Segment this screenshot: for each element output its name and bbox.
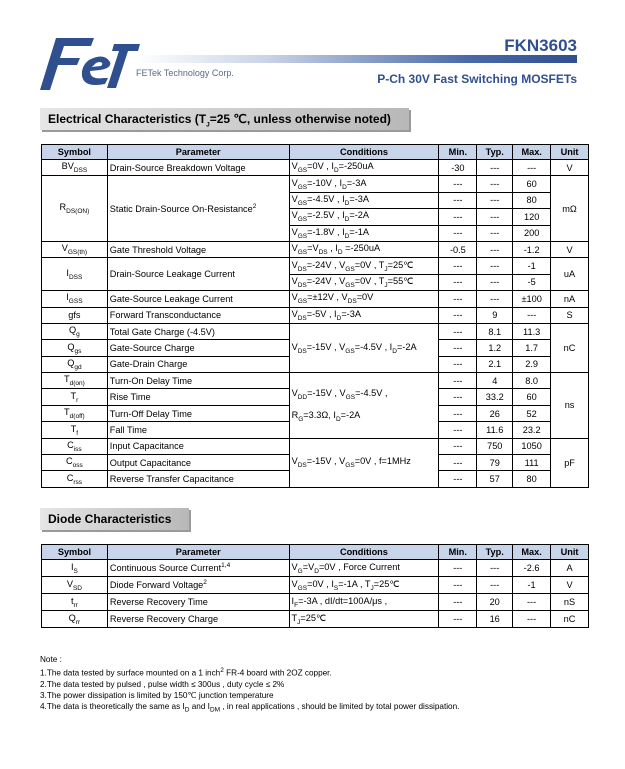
parameter-cell: Fall Time xyxy=(107,422,289,438)
min-cell: --- xyxy=(439,560,477,577)
min-cell: --- xyxy=(439,307,477,323)
symbol-cell: $I_S$ xyxy=(42,560,108,577)
parameter-cell: Reverse Recovery Charge xyxy=(107,611,289,628)
conditions-cell: $V_{DS}=-15V$ , $V_{GS}=-4.5V$ , $I_D=-2A$ xyxy=(289,323,439,372)
electrical-section-title: Electrical Characteristics ($T_J=25$ ℃, unless otherwise noted) xyxy=(40,108,409,130)
parameter-cell: Gate Threshold Voltage xyxy=(107,241,289,257)
max-cell: --- xyxy=(513,594,551,611)
parameter-cell: Turn-On Delay Time xyxy=(107,373,289,389)
symbol-cell: $T_r$ xyxy=(42,389,108,405)
table-row xyxy=(42,438,589,454)
max-cell: 60 xyxy=(513,176,551,192)
conditions-cell: $V_{GS}=0V$ , $I_D=-250uA$ xyxy=(289,160,439,176)
header-max: Max. xyxy=(513,145,551,160)
unit-cell: V xyxy=(551,241,589,257)
symbol-cell: $R_{DS(ON)}$ xyxy=(42,176,108,242)
max-cell: -2.6 xyxy=(513,560,551,577)
typ-cell: --- xyxy=(477,176,513,192)
symbol-cell: $C_{rss}$ xyxy=(42,471,108,487)
unit-cell: nC xyxy=(551,611,589,628)
header-symbol: Symbol xyxy=(42,545,108,560)
min-cell: --- xyxy=(439,258,477,274)
table-header-row xyxy=(42,545,589,560)
header-conditions: Conditions xyxy=(289,145,439,160)
notes xyxy=(40,654,459,715)
typ-cell: 8.1 xyxy=(477,323,513,339)
symbol-cell: $BV_{DSS}$ xyxy=(42,160,108,176)
typ-cell: 79 xyxy=(477,455,513,471)
parameter-cell: Static Drain-Source On-Resistance$^2$ xyxy=(107,176,289,242)
max-cell: 120 xyxy=(513,209,551,225)
header-parameter: Parameter xyxy=(107,545,289,560)
min-cell: --- xyxy=(439,422,477,438)
typ-cell: 2.1 xyxy=(477,356,513,372)
unit-cell: V xyxy=(551,577,589,594)
min-cell: --- xyxy=(439,405,477,421)
symbol-cell: $t_{rr}$ xyxy=(42,594,108,611)
min-cell: --- xyxy=(439,291,477,307)
header-unit: Unit xyxy=(551,545,589,560)
note-4: 4.The data is theoretically the same as $I_D$ and $I_{DM}$ , in real applications , should be limited by total power dissipation. xyxy=(40,701,460,714)
conditions-cell: $V_{DS}=-15V$ , $V_{GS}=0V$ , f=1MHz xyxy=(289,438,439,487)
parameter-cell: Rise Time xyxy=(107,389,289,405)
max-cell: 2.9 xyxy=(513,356,551,372)
typ-cell: --- xyxy=(477,225,513,241)
diode-section-title: Diode Characteristics xyxy=(40,508,189,530)
max-cell: --- xyxy=(513,160,551,176)
min-cell: --- xyxy=(439,274,477,290)
unit-cell: mΩ xyxy=(551,176,589,242)
parameter-cell: Gate-Source Leakage Current xyxy=(107,291,289,307)
conditions-cell: $V_{GS}=-1.8V$ , $I_D=-1A$ xyxy=(289,225,439,241)
max-cell: --- xyxy=(513,307,551,323)
symbol-cell: $V_{SD}$ xyxy=(42,577,108,594)
max-cell: 200 xyxy=(513,225,551,241)
table-row xyxy=(42,160,589,176)
diode-table xyxy=(41,544,589,628)
unit-cell: S xyxy=(551,307,589,323)
parameter-cell: Forward Transconductance xyxy=(107,307,289,323)
electrical-table xyxy=(41,144,589,488)
company-name: FETek Technology Corp. xyxy=(136,68,234,78)
typ-cell: 9 xyxy=(477,307,513,323)
table-row xyxy=(42,291,589,307)
max-cell: --- xyxy=(513,611,551,628)
header-typ: Typ. xyxy=(477,545,513,560)
table-row xyxy=(42,323,589,339)
max-cell: -1 xyxy=(513,577,551,594)
symbol-cell: $Q_{gs}$ xyxy=(42,340,108,356)
table-row xyxy=(42,611,589,628)
notes-title: Note : xyxy=(40,655,62,664)
unit-cell: uA xyxy=(551,258,589,291)
symbol-cell: $Q_{rr}$ xyxy=(42,611,108,628)
min-cell: --- xyxy=(439,225,477,241)
parameter-cell: Output Capacitance xyxy=(107,455,289,471)
typ-cell: 1.2 xyxy=(477,340,513,356)
symbol-cell: gfs xyxy=(42,307,108,323)
note-1: 1.The data tested by surface mounted on a 1 inch$^2$ FR-4 board with 2OZ copper. xyxy=(40,667,332,678)
typ-cell: 26 xyxy=(477,405,513,421)
symbol-cell: $I_{DSS}$ xyxy=(42,258,108,291)
conditions-cell: $V_{GS}=-10V$ , $I_D=-3A$ xyxy=(289,176,439,192)
table-row xyxy=(42,594,589,611)
typ-cell: --- xyxy=(477,160,513,176)
product-subtitle: P-Ch 30V Fast Switching MOSFETs xyxy=(377,72,577,86)
conditions-cell: $T_J=25℃$ xyxy=(289,611,439,628)
max-cell: 80 xyxy=(513,192,551,208)
header-typ: Typ. xyxy=(477,145,513,160)
typ-cell: 4 xyxy=(477,373,513,389)
unit-cell: A xyxy=(551,560,589,577)
max-cell: ±100 xyxy=(513,291,551,307)
max-cell: 80 xyxy=(513,471,551,487)
min-cell: --- xyxy=(439,594,477,611)
max-cell: 1.7 xyxy=(513,340,551,356)
table-row xyxy=(42,307,589,323)
max-cell: 60 xyxy=(513,389,551,405)
unit-cell: pF xyxy=(551,438,589,487)
min-cell: --- xyxy=(439,323,477,339)
table-row xyxy=(42,577,589,594)
parameter-cell: Continuous Source Current$^{1,4}$ xyxy=(107,560,289,577)
header-unit: Unit xyxy=(551,145,589,160)
min-cell: -30 xyxy=(439,160,477,176)
conditions-cell: $V_G=V_D=0V$ , Force Current xyxy=(289,560,439,577)
table-row xyxy=(42,176,589,192)
symbol-cell: $T_{d(off)}$ xyxy=(42,405,108,421)
conditions-cell: $V_{GS}=-2.5V$ , $I_D=-2A$ xyxy=(289,209,439,225)
unit-cell: nS xyxy=(551,594,589,611)
conditions-cell: $I_F=-3A$ , dI/dt=100A/μs , xyxy=(289,594,439,611)
min-cell: --- xyxy=(439,340,477,356)
symbol-cell: $V_{GS(th)}$ xyxy=(42,241,108,257)
min-cell: --- xyxy=(439,389,477,405)
parameter-cell: Drain-Source Leakage Current xyxy=(107,258,289,291)
min-cell: --- xyxy=(439,471,477,487)
note-3: 3.The power dissipation is limited by 150℃ junction temperature xyxy=(40,690,274,700)
typ-cell: 33.2 xyxy=(477,389,513,405)
parameter-cell: Input Capacitance xyxy=(107,438,289,454)
max-cell: -5 xyxy=(513,274,551,290)
conditions-cell: $V_{GS}=V_{DS}$ , $I_D =-250uA$ xyxy=(289,241,439,257)
conditions-cell: $V_{DS}=-5V$ , $I_D=-3A$ xyxy=(289,307,439,323)
min-cell: --- xyxy=(439,192,477,208)
unit-cell: ns xyxy=(551,373,589,439)
conditions-cell: $V_{GS}=-4.5V$ , $I_D=-3A$ xyxy=(289,192,439,208)
table-row xyxy=(42,373,589,389)
unit-cell: nC xyxy=(551,323,589,372)
table-row xyxy=(42,560,589,577)
symbol-cell: $I_{GSS}$ xyxy=(42,291,108,307)
typ-cell: 20 xyxy=(477,594,513,611)
typ-cell: --- xyxy=(477,577,513,594)
min-cell: --- xyxy=(439,611,477,628)
table-row xyxy=(42,241,589,257)
parameter-cell: Diode Forward Voltage$^2$ xyxy=(107,577,289,594)
part-number: FKN3603 xyxy=(504,36,577,55)
parameter-cell: Total Gate Charge (-4.5V) xyxy=(107,323,289,339)
max-cell: -1.2 xyxy=(513,241,551,257)
typ-cell: --- xyxy=(477,560,513,577)
min-cell: --- xyxy=(439,438,477,454)
parameter-cell: Drain-Source Breakdown Voltage xyxy=(107,160,289,176)
max-cell: 52 xyxy=(513,405,551,421)
conditions-cell: $V_{DS}=-24V$ , $V_{GS}=0V$ , $T_J=55℃$ xyxy=(289,274,439,290)
symbol-cell: $T_f$ xyxy=(42,422,108,438)
note-2: 2.The data tested by pulsed , pulse width ≤ 300us , duty cycle ≤ 2% xyxy=(40,679,285,689)
table-row xyxy=(42,258,589,274)
typ-cell: --- xyxy=(477,291,513,307)
parameter-cell: Gate-Drain Charge xyxy=(107,356,289,372)
typ-cell: 57 xyxy=(477,471,513,487)
unit-cell: V xyxy=(551,160,589,176)
header-symbol: Symbol xyxy=(42,145,108,160)
min-cell: --- xyxy=(439,356,477,372)
typ-cell: --- xyxy=(477,258,513,274)
header-min: Min. xyxy=(439,145,477,160)
symbol-cell: $T_{d(on)}$ xyxy=(42,373,108,389)
max-cell: 11.3 xyxy=(513,323,551,339)
symbol-cell: $C_{iss}$ xyxy=(42,438,108,454)
parameter-cell: Reverse Transfer Capacitance xyxy=(107,471,289,487)
header-gradient-bar xyxy=(136,55,577,63)
table-header-row xyxy=(42,145,589,160)
header-parameter: Parameter xyxy=(107,145,289,160)
header-max: Max. xyxy=(513,545,551,560)
max-cell: -1 xyxy=(513,258,551,274)
header-conditions: Conditions xyxy=(289,545,439,560)
max-cell: 23.2 xyxy=(513,422,551,438)
min-cell: --- xyxy=(439,577,477,594)
typ-cell: --- xyxy=(477,241,513,257)
conditions-cell: $V_{GS}=\pm 12V$ , $V_{DS}=0V$ xyxy=(289,291,439,307)
header-min: Min. xyxy=(439,545,477,560)
min-cell: --- xyxy=(439,455,477,471)
max-cell: 8.0 xyxy=(513,373,551,389)
conditions-cell: $V_{DS}=-24V$ , $V_{GS}=0V$ , $T_J=25℃$ xyxy=(289,258,439,274)
typ-cell: 16 xyxy=(477,611,513,628)
symbol-cell: $Q_g$ xyxy=(42,323,108,339)
typ-cell: --- xyxy=(477,274,513,290)
parameter-cell: Gate-Source Charge xyxy=(107,340,289,356)
min-cell: --- xyxy=(439,373,477,389)
typ-cell: --- xyxy=(477,192,513,208)
unit-cell: nA xyxy=(551,291,589,307)
parameter-cell: Reverse Recovery Time xyxy=(107,594,289,611)
symbol-cell: $Q_{gd}$ xyxy=(42,356,108,372)
max-cell: 1050 xyxy=(513,438,551,454)
min-cell: --- xyxy=(439,209,477,225)
typ-cell: 11.6 xyxy=(477,422,513,438)
symbol-cell: $C_{oss}$ xyxy=(42,455,108,471)
fetek-logo xyxy=(34,34,144,96)
min-cell: --- xyxy=(439,176,477,192)
typ-cell: 750 xyxy=(477,438,513,454)
conditions-cell: $V_{DD}=-15V$ , $V_{GS}=-4.5V$ , $R_G=3.3\Omega$, $I_D=-2A$ xyxy=(289,373,439,439)
parameter-cell: Turn-Off Delay Time xyxy=(107,405,289,421)
min-cell: -0.5 xyxy=(439,241,477,257)
typ-cell: --- xyxy=(477,209,513,225)
max-cell: 111 xyxy=(513,455,551,471)
conditions-cell: $V_{GS}=0V$ , $I_S=-1A$ , $T_J=25℃$ xyxy=(289,577,439,594)
